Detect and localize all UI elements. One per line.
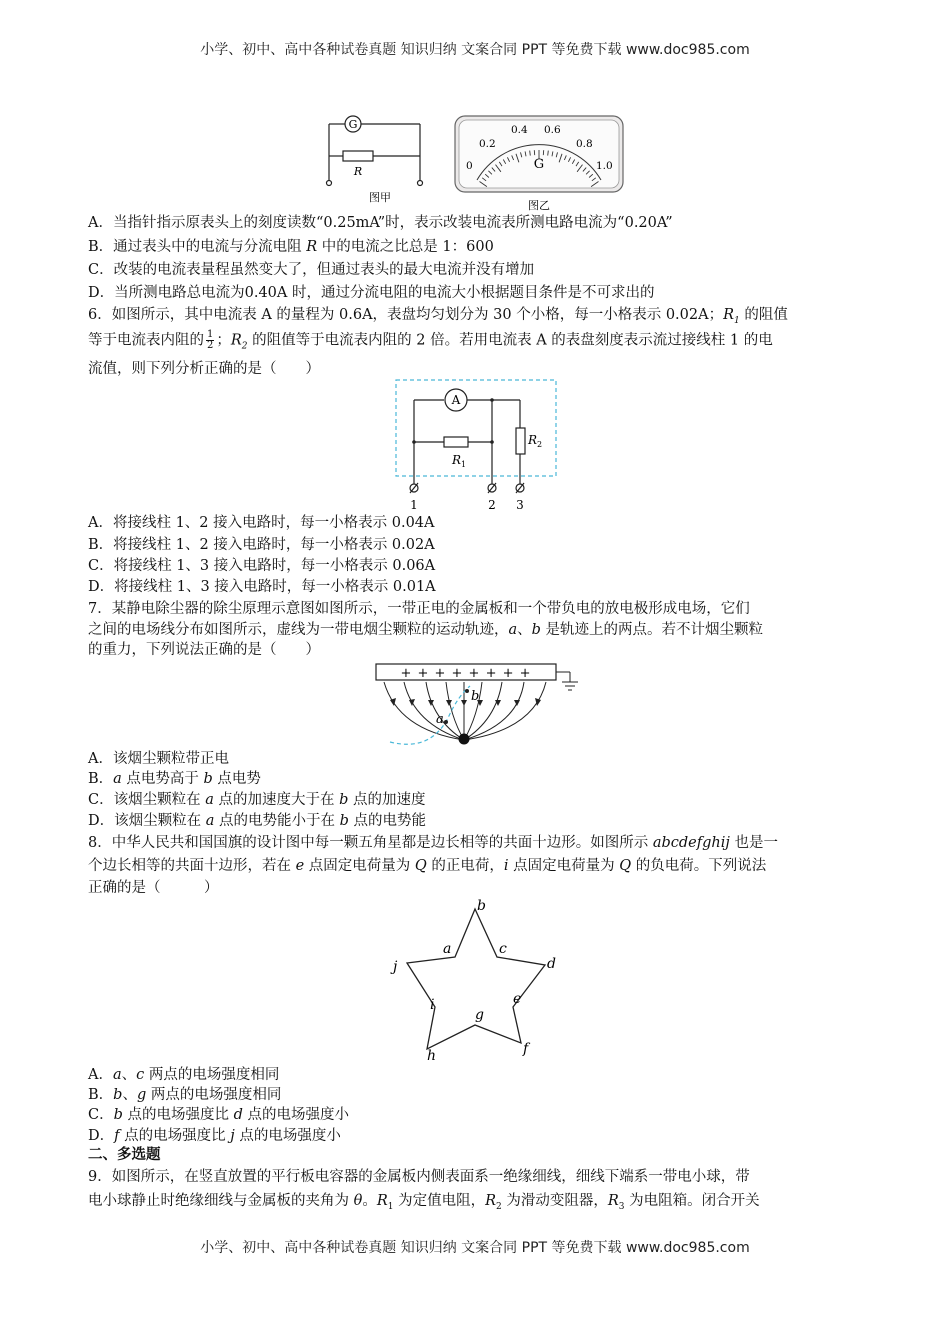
terminal-2: 2: [488, 498, 496, 512]
q6-stem-line3: 流值，则下列分析正确的是（ ）: [88, 361, 320, 377]
q9-stem-line2: 电小球静止时绝缘细线与金属板的夹角为 θ。$R_1$ 为定值电阻，$R_2$ 为滑动变阻器，$R_3$ 为电阻箱。闭合开关: [88, 1193, 760, 1212]
vertex-d: d: [547, 956, 556, 972]
q7-stem-line2: 之间的电场线分布如图所示，虚线为一带电烟尘颗粒的运动轨迹，a、b 是轨迹上的两点。若不计烟尘颗粒: [88, 622, 764, 638]
vertex-j: j: [393, 959, 398, 975]
q8-option-d: D．f 点的电场强度比 j 点的电场强度小: [88, 1128, 341, 1144]
scale-0.6: 0.6: [544, 124, 561, 136]
fraction-one-half: $\frac{1}{2}$: [207, 329, 214, 351]
r2-label: R: [528, 433, 538, 447]
q8-option-b: B．b、g 两点的电场强度相同: [88, 1087, 282, 1103]
r2-subscript: 2: [537, 440, 543, 449]
q6-option-a: A．将接线柱 1、2 接入电路时，每一小格表示 0.04A: [88, 515, 435, 531]
q7-option-b: B．a 点电势高于 b 点电势: [88, 771, 261, 787]
vertex-e: e: [513, 991, 522, 1007]
terminal-3: 3: [516, 498, 524, 512]
q5-option-d: D．当所测电路总电流为0.40A 时，通过分流电阻的电流大小根据题目条件是不可求出的: [88, 285, 655, 301]
q7-stem-line3: 的重力，下列说法正确的是（ ）: [88, 642, 320, 658]
r1-label: R: [452, 453, 462, 467]
point-a-label: a: [436, 712, 444, 727]
q5-option-a: A．当指针指示原表头上的刻度读数“0.25mA”时，表示改装电流表所测电路电流为“0.20A”: [88, 215, 673, 231]
q8-stem-line3: 正确的是（ ）: [88, 880, 219, 896]
figure-jia-caption: 图甲: [369, 191, 391, 204]
q7-option-d: D．该烟尘颗粒在 a 点的电势能小于在 b 点的电势能: [88, 813, 427, 829]
q9-stem-line1: 9．如图所示，在竖直放置的平行板电容器的金属板内侧表面系一绝缘细线，细线下端系一带电小球，带: [88, 1169, 750, 1185]
q8-stem-line1: 8．中华人民共和国国旗的设计图中每一颗五角星都是边长相等的共面十边形。如图所示 abcdefghij 也是一: [88, 835, 778, 851]
q6-stem-line2: 等于电流表内阻的 $\frac{1}{2}$ ；$R_2$ 的阻值等于电流表内阻的 2 倍。若用电流表 A 的表盘刻度表示流过接线柱 1 的电: [88, 329, 773, 352]
point-b-label: b: [471, 689, 480, 704]
vertex-f: f: [523, 1041, 529, 1057]
scale-0.2: 0.2: [479, 138, 496, 150]
q8-option-c: C．b 点的电场强度比 d 点的电场强度小: [88, 1107, 350, 1123]
vertex-i: i: [430, 997, 435, 1013]
q8-option-a: A．a、c 两点的电场强度相同: [88, 1067, 280, 1083]
vertex-c: c: [499, 941, 507, 957]
section-heading-multi-choice: 二、多选题: [88, 1146, 161, 1163]
scale-0.8: 0.8: [576, 138, 593, 150]
page-footer: 小学、初中、高中各种试卷真题 知识归纳 文案合同 PPT 等免费下载 www.doc985.com: [200, 1240, 750, 1256]
q7-option-a: A．该烟尘颗粒带正电: [88, 751, 229, 767]
figure-q6-circuit: [390, 378, 560, 512]
vertex-b: b: [477, 898, 486, 914]
scale-1.0: 1.0: [596, 160, 613, 172]
q6-option-b: B．将接线柱 1、2 接入电路时，每一小格表示 0.02A: [88, 537, 435, 553]
q7-stem-line1: 7．某静电除尘器的除尘原理示意图如图所示，一带正电的金属板和一个带负电的放电极形成电场，它们: [88, 601, 750, 617]
figure-jia: [320, 112, 435, 207]
q7-option-c: C．该烟尘颗粒在 a 点的加速度大于在 b 点的加速度: [88, 792, 426, 808]
figure-q8-star: [385, 895, 575, 1065]
ammeter-label: A: [451, 393, 461, 407]
vertex-g: g: [475, 1007, 484, 1023]
figure-yi: [450, 112, 630, 214]
resistor-label: R: [353, 165, 363, 178]
vertex-a: a: [443, 941, 452, 957]
scale-0.4: 0.4: [511, 124, 528, 136]
positive-plate-charges: + + + + + + + +: [400, 666, 532, 681]
figure-yi-caption: 图乙: [528, 199, 550, 212]
vertex-h: h: [427, 1048, 437, 1064]
meter-tick: [530, 151, 531, 156]
figure-q7-precipitator: [370, 660, 580, 750]
scale-0: 0: [466, 160, 473, 172]
meter-tick: [548, 151, 549, 156]
q6-option-c: C．将接线柱 1、3 接入电路时，每一小格表示 0.06A: [88, 558, 436, 574]
q5-option-c: C．改装的电流表量程虽然变大了，但通过表头的最大电流并没有增加: [88, 262, 535, 278]
q6-stem-line1: 6．如图所示，其中电流表 A 的量程为 0.6A，表盘均匀划分为 30 个小格，每一小格表示 0.02A；$R_1$ 的阻值: [88, 307, 788, 326]
q5-option-b: B．通过表头中的电流与分流电阻 R 中的电流之比总是 1：600: [88, 239, 494, 255]
q6-option-d: D．将接线柱 1、3 接入电路时，每一小格表示 0.01A: [88, 579, 436, 595]
page-header: 小学、初中、高中各种试卷真题 知识归纳 文案合同 PPT 等免费下载 www.doc985.com: [200, 42, 750, 58]
terminal-1: 1: [410, 498, 418, 512]
q8-stem-line2: 个边长相等的共面十边形，若在 e 点固定电荷量为 Q 的正电荷，i 点固定电荷量为 Q 的负电荷。下列说法: [88, 858, 767, 874]
meter-g-label: G: [533, 157, 545, 172]
r1-subscript: 1: [461, 460, 467, 469]
galvanometer-label: G: [348, 118, 358, 131]
